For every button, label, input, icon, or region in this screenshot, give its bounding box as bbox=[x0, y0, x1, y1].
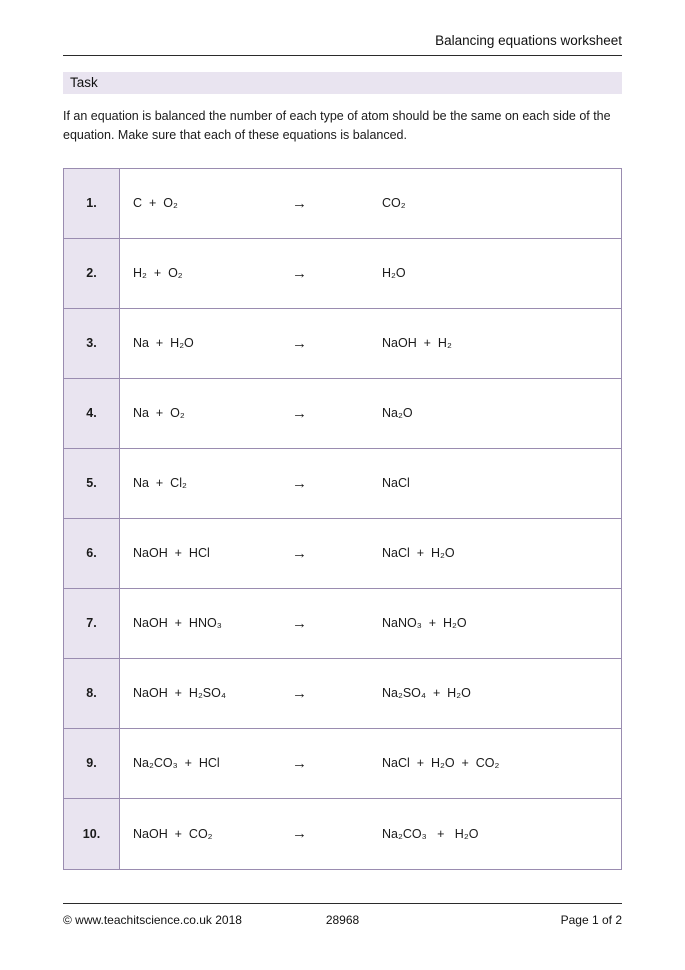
equation-number: 7. bbox=[64, 589, 120, 658]
equation-reactants: Na₂CO₃ + HCl bbox=[133, 756, 220, 771]
arrow-icon: → bbox=[292, 474, 307, 492]
equation-row bbox=[64, 309, 621, 379]
arrow-icon: → bbox=[292, 544, 307, 562]
equation-products: Na₂SO₄ + H₂O bbox=[382, 686, 471, 701]
arrow-icon: → bbox=[292, 334, 307, 352]
equations-table bbox=[63, 168, 622, 870]
equation-reactants: NaOH + H₂SO₄ bbox=[133, 686, 226, 701]
arrow-icon: → bbox=[292, 825, 307, 843]
equation-number: 8. bbox=[64, 659, 120, 728]
equation-row bbox=[64, 169, 621, 239]
equation-number: 4. bbox=[64, 379, 120, 448]
document-header bbox=[63, 0, 622, 56]
equation-reactants: Na + Cl₂ bbox=[133, 476, 187, 491]
equation-products: NaNO₃ + H₂O bbox=[382, 616, 467, 631]
equation-reactants: C + O₂ bbox=[133, 196, 178, 211]
equation-row bbox=[64, 729, 621, 799]
equation-products: NaOH + H₂ bbox=[382, 336, 452, 351]
equation-products: NaCl + H₂O + CO₂ bbox=[382, 756, 500, 771]
document-footer bbox=[63, 903, 622, 927]
equation-reactants: H₂ + O₂ bbox=[133, 266, 183, 281]
equation-number: 5. bbox=[64, 449, 120, 518]
footer-doc-number: 28968 bbox=[325, 913, 360, 927]
equation-row bbox=[64, 799, 621, 869]
equation-row bbox=[64, 239, 621, 309]
header-divider bbox=[63, 55, 622, 56]
equation-number: 2. bbox=[64, 239, 120, 308]
footer-copyright: © www.teachitscience.co.uk 2018 bbox=[63, 913, 242, 927]
footer-page-number: Page 1 of 2 bbox=[560, 913, 622, 927]
task-heading bbox=[63, 72, 622, 94]
equation-number: 10. bbox=[64, 799, 120, 869]
equation-reactants: NaOH + CO₂ bbox=[133, 826, 213, 841]
arrow-icon: → bbox=[292, 194, 307, 212]
equation-products: Na₂O bbox=[382, 406, 413, 421]
equation-products: H₂O bbox=[382, 266, 406, 281]
arrow-icon: → bbox=[292, 404, 307, 422]
equation-products: Na₂CO₃ + H₂O bbox=[382, 826, 479, 841]
equation-products: NaCl + H₂O bbox=[382, 546, 455, 561]
equation-reactants: Na + H₂O bbox=[133, 336, 194, 351]
equation-row bbox=[64, 449, 621, 519]
equation-number: 3. bbox=[64, 309, 120, 378]
instructions-text: If an equation is balanced the number of each type of atom should be the same on each side of the equation. Make sure that each of these equations is balanced. bbox=[63, 109, 611, 143]
page-title: Balancing equations worksheet bbox=[435, 33, 622, 48]
task-label: Task bbox=[70, 75, 98, 90]
equation-reactants: NaOH + HNO₃ bbox=[133, 616, 222, 631]
arrow-icon: → bbox=[292, 684, 307, 702]
equation-reactants: Na + O₂ bbox=[133, 406, 185, 421]
arrow-icon: → bbox=[292, 614, 307, 632]
equation-number: 6. bbox=[64, 519, 120, 588]
equation-products: CO₂ bbox=[382, 196, 406, 211]
arrow-icon: → bbox=[292, 264, 307, 282]
equation-number: 1. bbox=[64, 169, 120, 238]
equation-products: NaCl bbox=[382, 476, 410, 491]
equation-row bbox=[64, 659, 621, 729]
equation-row bbox=[64, 379, 621, 449]
equation-number: 9. bbox=[64, 729, 120, 798]
equation-reactants: NaOH + HCl bbox=[133, 546, 210, 561]
arrow-icon: → bbox=[292, 754, 307, 772]
equation-row bbox=[64, 589, 621, 659]
equation-row bbox=[64, 519, 621, 589]
